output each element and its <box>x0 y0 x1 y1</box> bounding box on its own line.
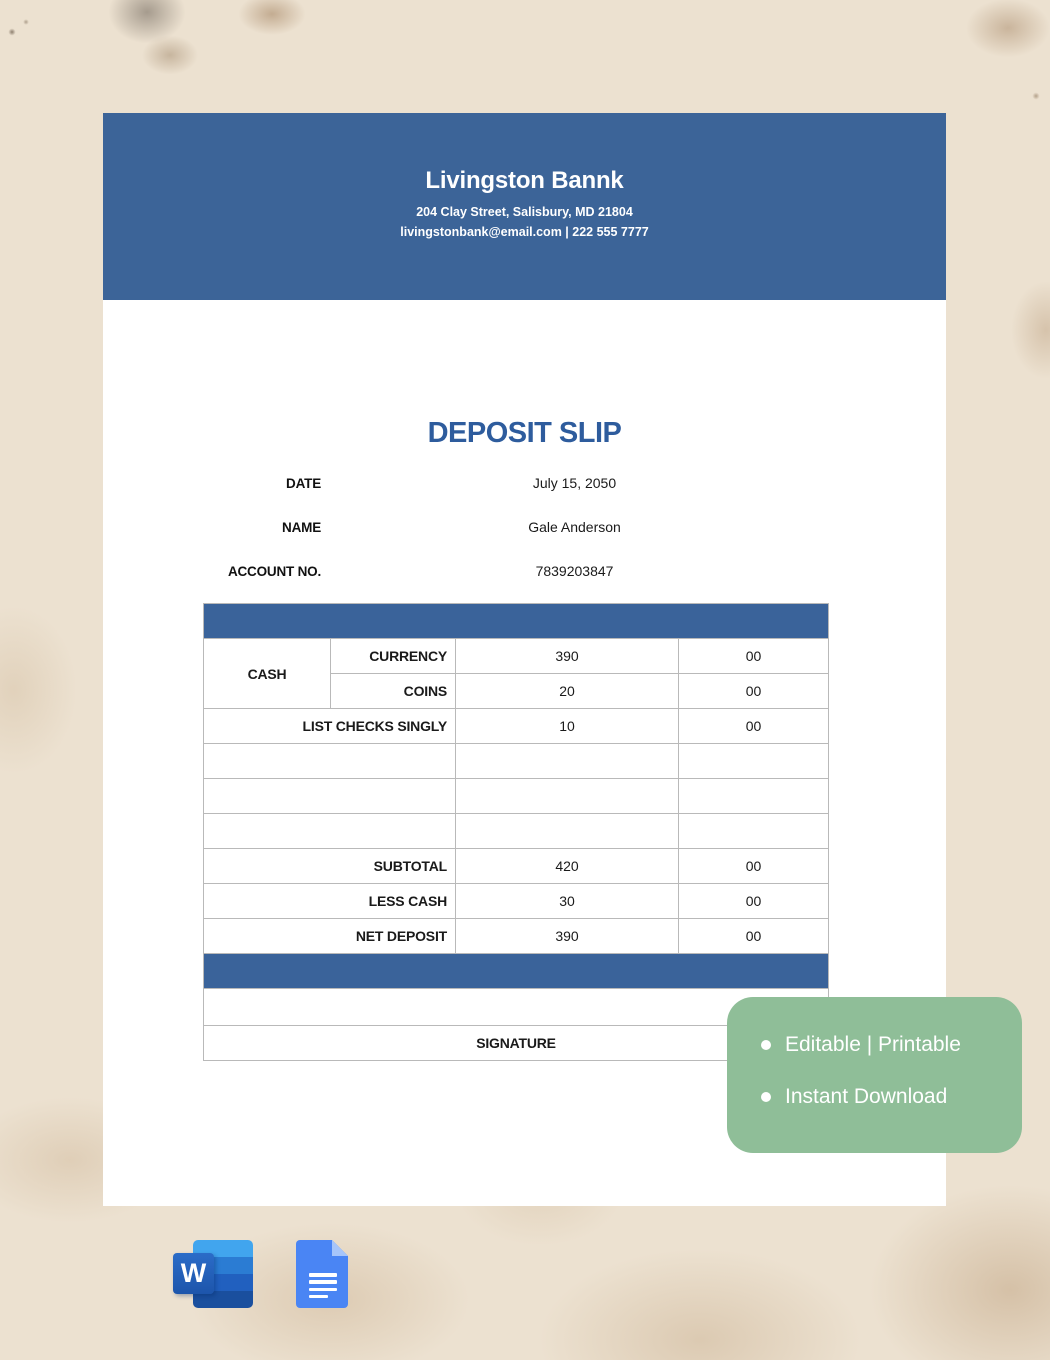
badge-line-editable <box>761 1031 1022 1059</box>
empty-row <box>204 744 829 779</box>
page-title: DEPOSIT SLIP <box>427 417 622 449</box>
empty-row <box>204 814 829 849</box>
net-deposit-label: NET DEPOSIT <box>204 919 456 954</box>
table-row <box>204 639 829 674</box>
docs-folded-corner <box>332 1240 348 1256</box>
field-row-account <box>203 549 828 593</box>
checks-cents: 00 <box>679 709 829 744</box>
docs-text-lines <box>309 1273 337 1302</box>
signature-label: SIGNATURE <box>204 1026 829 1061</box>
coins-amount: 20 <box>456 674 679 709</box>
coins-cents: 00 <box>679 674 829 709</box>
microsoft-word-icon[interactable] <box>173 1238 255 1310</box>
less-cash-cents: 00 <box>679 884 829 919</box>
deposit-table <box>203 603 829 1061</box>
table-row <box>204 919 829 954</box>
net-deposit-amount: 390 <box>456 919 679 954</box>
table-header-bar <box>204 604 829 639</box>
google-docs-icon[interactable] <box>296 1240 348 1308</box>
checks-amount: 10 <box>456 709 679 744</box>
account-value: 7839203847 <box>535 563 614 579</box>
bank-name: Livingston Bannk <box>425 167 624 194</box>
table-row <box>204 884 829 919</box>
blue-bar-top <box>204 604 829 639</box>
subtotal-amount: 420 <box>456 849 679 884</box>
coins-label: COINS <box>331 674 456 709</box>
currency-cents: 00 <box>679 639 829 674</box>
bullet-icon <box>761 1040 771 1050</box>
subtotal-label: SUBTOTAL <box>204 849 456 884</box>
field-row-date <box>203 461 828 505</box>
currency-amount: 390 <box>456 639 679 674</box>
bank-header <box>103 113 946 300</box>
promo-badge <box>727 997 1022 1153</box>
name-value: Gale Anderson <box>528 519 621 535</box>
currency-label: CURRENCY <box>331 639 456 674</box>
badge-text: Editable | Printable <box>785 1033 961 1056</box>
date-value: July 15, 2050 <box>532 475 617 491</box>
less-cash-label: LESS CASH <box>204 884 456 919</box>
date-label: DATE <box>286 475 321 491</box>
field-row-name <box>203 505 828 549</box>
bank-address: 204 Clay Street, Salisbury, MD 21804 <box>416 205 633 219</box>
checks-label: LIST CHECKS SINGLY <box>204 709 456 744</box>
table-row <box>204 849 829 884</box>
less-cash-amount: 30 <box>456 884 679 919</box>
bullet-icon <box>761 1092 771 1102</box>
account-label: ACCOUNT NO. <box>227 563 321 579</box>
word-letter-badge: W <box>173 1253 214 1294</box>
field-list <box>203 461 828 593</box>
subtotal-cents: 00 <box>679 849 829 884</box>
empty-row <box>204 779 829 814</box>
table-row <box>204 709 829 744</box>
bank-contact: livingstonbank@email.com | 222 555 7777 <box>400 225 649 239</box>
badge-line-download <box>761 1083 1022 1111</box>
badge-text: Instant Download <box>785 1085 948 1108</box>
name-label: NAME <box>282 519 321 535</box>
blue-bar-bottom <box>204 954 829 989</box>
net-deposit-cents: 00 <box>679 919 829 954</box>
cash-label: CASH <box>204 639 331 709</box>
table-footer-bar <box>204 954 829 989</box>
